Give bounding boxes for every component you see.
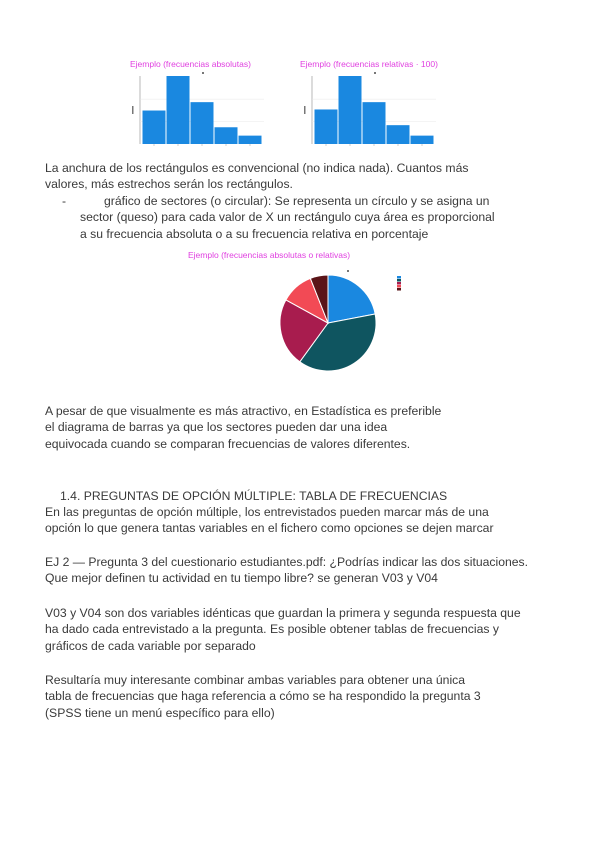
section-heading: 1.4. PREGUNTAS DE OPCIÓN MÚLTIPLE: TABLA DE FRECUENCIAS — [60, 489, 448, 503]
y-axis-label-mark — [132, 106, 134, 114]
legend-swatch-3 — [397, 282, 401, 285]
bar-2 — [339, 76, 362, 144]
paragraph-example-2 — [45, 554, 565, 587]
text-line: Resultaría muy interesante combinar ambas variables para obtener una única — [45, 673, 466, 687]
bar-2 — [167, 76, 190, 144]
bullet-dash: - — [62, 194, 67, 208]
text-line: Que mejor definen tu actividad en tu tiempo libre? se generan V03 y V04 — [45, 571, 438, 586]
bar-4 — [215, 127, 238, 144]
legend-swatch-5 — [397, 288, 401, 291]
paragraph-v03-v04 — [45, 605, 565, 654]
text-line: gráfico de sectores (o circular): Se representa un círculo y se asigna un — [104, 194, 490, 208]
text-line: gráficos de cada variable por separado — [45, 638, 256, 653]
bar-chart-relative-title: Ejemplo (frecuencias relativas · 100) — [300, 59, 438, 69]
paragraph-combine-variables — [45, 672, 565, 721]
text-line: (SPSS tiene un menú específico para ello) — [45, 705, 275, 720]
paragraph-multiple-choice — [45, 504, 565, 537]
text-line: A pesar de que visualmente es más atractivo, en Estadística es preferible — [45, 404, 442, 418]
text-line: La anchura de los rectángulos es convencional (no indica nada). Cuantos más — [45, 161, 469, 175]
bar-chart-relative — [300, 70, 440, 150]
text-line: opción lo que genera tantas variables en el fichero como opciones se dejen marcar — [45, 521, 494, 536]
chart-top-mark — [202, 72, 204, 74]
text-line: tabla de frecuencias que haga referencia a cómo se ha respondido la pregunta 3 — [45, 689, 481, 704]
bar-4 — [387, 125, 410, 144]
bar-chart-absolute-title: Ejemplo (frecuencias absolutas) — [130, 59, 251, 69]
bar-3 — [363, 102, 386, 144]
bar-1 — [143, 111, 166, 144]
paragraph-bar-width — [45, 160, 565, 193]
y-axis-label-mark — [304, 106, 306, 114]
pie-chart — [270, 266, 410, 376]
legend-swatch-2 — [397, 279, 401, 282]
text-line: ha dado cada entrevistado a la pregunta. Es posible obtener tablas de frecuencias y — [45, 622, 499, 637]
legend-swatch-1 — [397, 276, 401, 279]
bar-3 — [191, 102, 214, 144]
text-line: EJ 2 — Pregunta 3 del cuestionario estudiantes.pdf: ¿Podrías indicar las dos situaciones. — [45, 555, 529, 569]
chart-top-mark — [347, 270, 349, 272]
text-line: el diagrama de barras ya que los sectores pueden dar una idea — [45, 420, 388, 435]
legend-swatch-4 — [397, 285, 401, 288]
bullet-pie-chart-description — [80, 193, 560, 242]
text-line: a su frecuencia absoluta o a su frecuencia relativa en porcentaje — [80, 226, 429, 241]
text-line: equivocada cuando se comparan frecuencias de valores diferentes. — [45, 436, 411, 451]
text-line: V03 y V04 son dos variables idénticas que guardan la primera y segunda respuesta que — [45, 606, 521, 620]
text-line: sector (queso) para cada valor de X un rectángulo cuya área es proporcional — [80, 210, 495, 225]
paragraph-pie-vs-bar — [45, 403, 565, 452]
bar-5 — [411, 136, 434, 144]
bar-1 — [315, 109, 338, 144]
text-line: En las preguntas de opción múltiple, los entrevistados pueden marcar más de una — [45, 505, 489, 519]
bar-chart-absolute — [128, 70, 268, 150]
pie-chart-title: Ejemplo (frecuencias absolutas o relativas) — [188, 250, 351, 260]
chart-top-mark — [374, 72, 376, 74]
text-line: valores, más estrechos serán los rectángulos. — [45, 177, 293, 192]
bar-5 — [239, 136, 262, 144]
